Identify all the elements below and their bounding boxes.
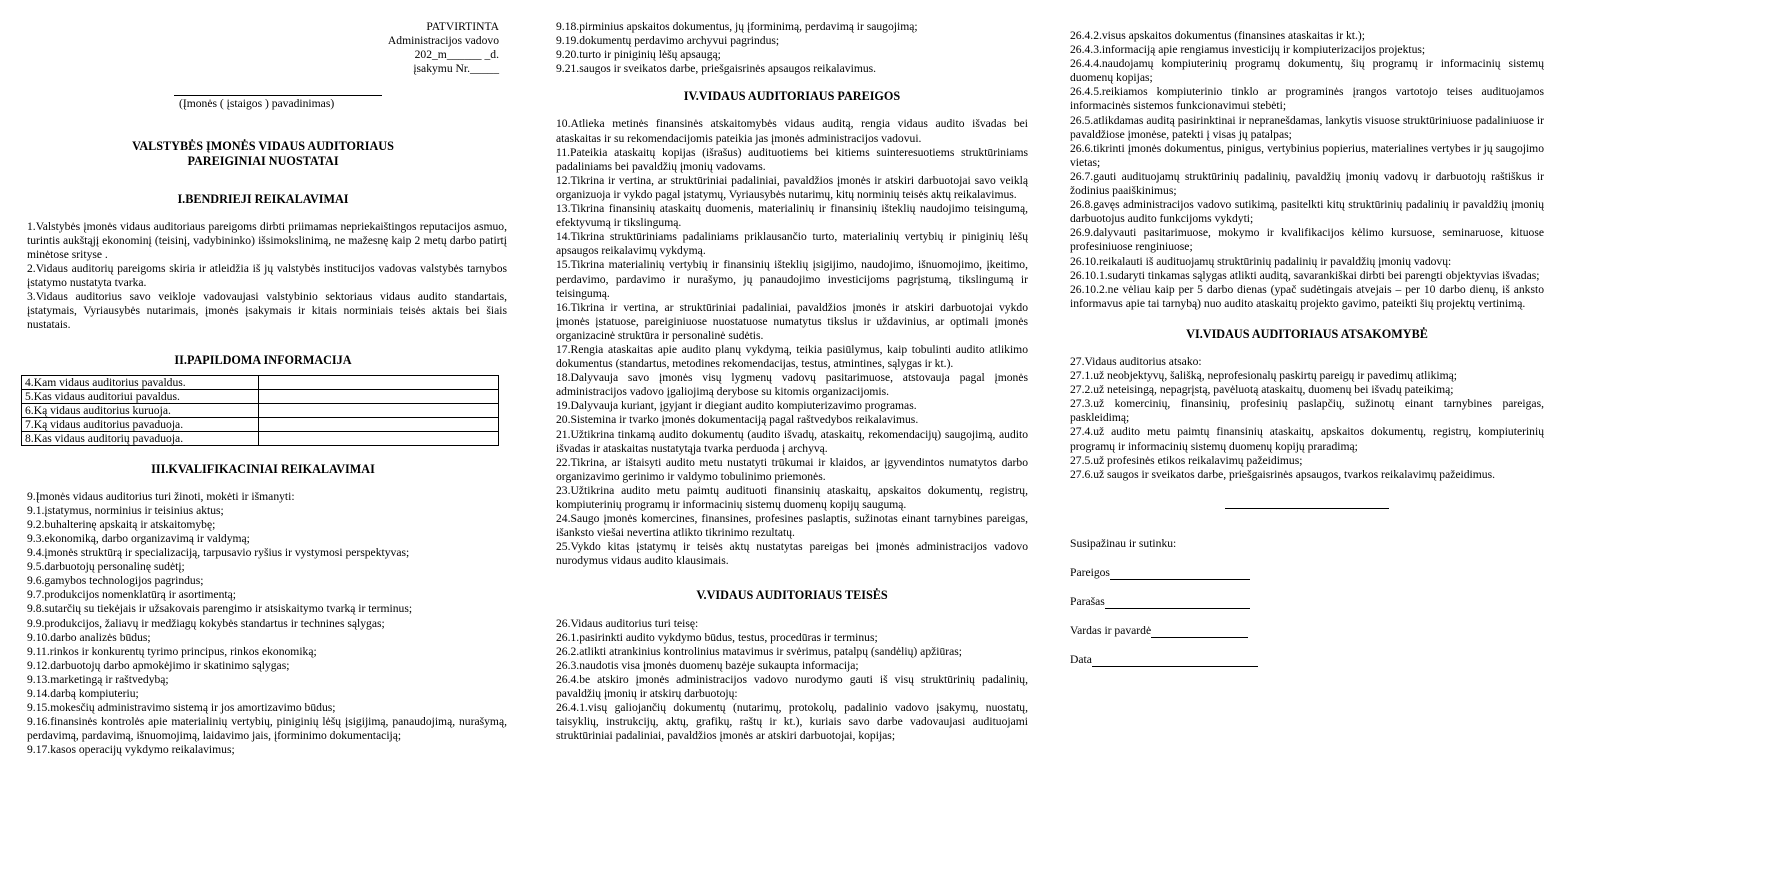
- paragraph: 26.10.reikalauti iš audituojamų struktūrinių padalinių ir pavaldžių įmonių vadovų:: [1070, 254, 1452, 268]
- list-item: 9.9.produkcijos, žaliavų ir medžiagų kokybės standartus ir technines sąlygas;: [27, 616, 385, 630]
- section-4-heading: IV.VIDAUS AUDITORIAUS PAREIGOS: [683, 89, 901, 104]
- name-row: [1070, 624, 1544, 638]
- signature-row: [1070, 595, 1544, 609]
- paragraph: 10.Atlieka metinės finansinės atskaitomybės vidaus auditą, rengia vidaus audito išvadas bei ataskaitas ir su rekomendacijomis pateikia jas įmonės administracijos vadovui.: [556, 117, 1028, 145]
- paragraph: 18.Dalyvauja savo įmonės visų lygmenų vadovų pasitarimuose, atstovauja pagal įmonės administracijos vadovo įgaliojimą derybose su kitomis organizacijomis.: [556, 371, 1028, 399]
- paragraph: 20.Sistemina ir tvarko įmonės dokumentaciją pagal raštvedybos reikalavimus.: [556, 413, 919, 427]
- info-table: [21, 375, 499, 446]
- list-item: 9.10.darbo analizės būdus;: [27, 630, 151, 644]
- paragraph: 22.Tikrina, ar ištaisyti audito metu nustatyti trūkumai ir klaidos, ar įgyvendintos numatytos darbo organizavimo gerinimo ir valdymo tobulinimo priemonės.: [556, 455, 1028, 483]
- paragraph: 26.Vidaus auditorius turi teisę:: [556, 616, 699, 630]
- list-item: 9.2.buhalterinę apskaitą ir atskaitomybę;: [27, 517, 216, 531]
- paragraph: 23.Užtikrina audito metu paimtų audituoti finansinių ataskaitų, apskaitos dokumentų, registrų, kompiuterinių programų ir informacinių sistemų duomenų kopijų saugumą.: [556, 483, 1028, 511]
- list-item: 9.17.kasos operacijų vykdymo reikalavimus;: [27, 743, 235, 757]
- section-1-body: [27, 220, 507, 333]
- paragraph: 15.Tikrina materialinių vertybių ir finansinių išteklių įsigijimo, naudojimo, išnuomojimo, įkeitimo, perdavimo, pardavimo ir nurašymo, jų panaudojimo investicijoms pagrįstumą, tikslingumą ir teisingumą.: [556, 258, 1028, 300]
- approval-line-3: įsakymu Nr._____: [413, 62, 499, 76]
- column-1: [27, 0, 507, 757]
- section-4-body: [556, 117, 1028, 568]
- approval-block: [27, 20, 499, 76]
- paragraph: 27.1.už neobjektyvų, šališką, neprofesionalų paskirtų pareigų ir pavedimų atlikimą;: [1070, 369, 1458, 383]
- paragraph: 27.6.už saugos ir sveikatos darbe, priešgaisrinės apsaugos, tvarkos reikalavimų pažeidimus.: [1070, 467, 1496, 481]
- list-item: 9.20.turto ir piniginių lėšų apsaugą;: [556, 48, 721, 62]
- table-cell-empty[interactable]: [259, 431, 499, 445]
- approval-line-1: Administracijos vadovo: [387, 34, 499, 48]
- column-3: [1070, 29, 1544, 667]
- paragraph: 26.9.dalyvauti pasitarimuose, mokymo ir kvalifikacijos kėlimo kursuose, seminaruose, kituose profesiniuose renginiuose;: [1070, 226, 1544, 254]
- section-5-body-part-2: [1070, 29, 1544, 311]
- paragraph: 17.Rengia ataskaitas apie audito planų vykdymą, teikia pasiūlymus, kaip tobulinti audito atlikimo dokumentus (standartus, metodines rekomendacijas, testus, atmintines, sąlygas ir kt.).: [556, 342, 1028, 371]
- position-field[interactable]: [1110, 567, 1250, 580]
- paragraph: 14.Tikrina struktūriniams padaliniams priklausančio turto, materialinių vertybių ir piniginių lėšų apsaugos reikalavimų vykdymą.: [556, 230, 1028, 258]
- paragraph: 26.4.be atskiro įmonės administracijos vadovo nurodymo gauti iš visų struktūrinių padalinių, pavaldžių įmonių ir atskirų darbuotojų:: [556, 672, 1028, 701]
- table-cell-empty[interactable]: [259, 375, 499, 389]
- table-row: [22, 417, 499, 431]
- paragraph: 27.5.už profesinės etikos reikalavimų pažeidimus;: [1070, 453, 1303, 467]
- paragraph: 11.Pateikia ataskaitų kopijas (išrašus) audituotiems bei kitiems suinteresuotiems struktūriniams padaliniams bei pavaldžių įmonių vadovams.: [556, 145, 1028, 173]
- list-item: 9.21.saugos ir sveikatos darbe, priešgaisrinės apsaugos reikalavimus.: [556, 62, 877, 76]
- paragraph: 26.1.pasirinkti audito vykdymo būdus, testus, procedūras ir terminus;: [556, 630, 878, 644]
- signature-label: Parašas: [1070, 595, 1105, 608]
- section-5-body-part-1: [556, 617, 1028, 744]
- section-6-body: [1070, 355, 1544, 482]
- list-item: 9.3.ekonomiką, darbo organizavimą ir valdymą;: [27, 531, 250, 545]
- table-row: [22, 375, 499, 389]
- document-title-line-2: PAREIGINIAI NUOSTATAI: [187, 153, 339, 168]
- table-cell: 6.Ką vidaus auditorius kuruoja.: [22, 403, 259, 417]
- paragraph: 26.10.2.ne vėliau kaip per 5 darbo dienas (ypač sudėtingais atvejais – per 10 darbo dienų, iš anksto informavus apie tai tarnybą) nuo audito ataskaitų projekto gavimo, pateikti šių projektų vertinimą.: [1070, 282, 1544, 310]
- position-row: [1070, 566, 1544, 580]
- paragraph: 26.4.2.visus apskaitos dokumentus (finansines ataskaitas ir kt.);: [1070, 29, 1365, 42]
- section-2-heading: II.PAPILDOMA INFORMACIJA: [174, 352, 352, 367]
- approval-line-2: 202_m______ _d.: [414, 48, 499, 62]
- list-item: 9.6.gamybos technologijos pagrindus;: [27, 574, 204, 588]
- list-item: 9.4.įmonės struktūrą ir specializaciją, tarpusavio ryšius ir vystymosi perspektyvas;: [27, 546, 410, 560]
- document-title-line-1: VALSTYBĖS ĮMONĖS VIDAUS AUDITORIAUS: [132, 139, 394, 154]
- paragraph: 3.Vidaus auditorius savo veikloje vadovaujasi valstybinio sektoriaus vidaus audito standartais, įstatymais, Vyriausybės nutarimais, įmonės įsakymais ir kitais norminiais teisės aktais bei šiais nustatais.: [27, 290, 507, 332]
- table-row: [22, 389, 499, 403]
- paragraph: 27.3.už komercinių, finansinių, profesinių paslapčių, sužinotų einant tarnybines pareigas, paskleidimą;: [1070, 397, 1544, 425]
- paragraph: 26.4.5.reikiamos kompiuterinio tinklo ar programinės įrangos vartotojo teises audituojamos informacinės sistemos funkcionavimui stebėti;: [1070, 85, 1544, 113]
- paragraph: 19.Dalyvauja kuriant, įgyjant ir diegiant audito kompiuterizavimo programas.: [556, 399, 917, 413]
- paragraph: 26.2.atlikti atrankinius kontrolinius matavimus ir svėrimus, patalpų (sandėlių) apžiūras;: [556, 644, 963, 658]
- table-cell: 8.Kas vidaus auditorių pavaduoja.: [22, 431, 259, 445]
- paragraph: 16.Tikrina ir vertina, ar struktūriniai padaliniai, pavaldžios įmonės ir atskiri darbuotojai vykdo įmonės įstatuose, pareiginiuose nuostatuose numatytus tikslus ir uždavinius, ar optimali įmonės organizacinė struktūra ir personalinė sudėtis.: [556, 300, 1028, 342]
- table-cell: 5.Kas vidaus auditoriui pavaldus.: [22, 389, 259, 403]
- list-item: 9.18.pirminius apskaitos dokumentus, jų įforminimą, perdavimą ir saugojimą;: [556, 20, 918, 33]
- paragraph: 26.4.1.visų galiojančių dokumentų (nutarimų, protokolų, padalinio vadovo įsakymų, nuostatų, taisyklių, instrukcijų, aktų, grafikų, raštų ir kt.), kuriais savo darbe vadovaujasi audituojami struktūriniai padaliniai, pavaldžios įmonės ar atskiri darbuotojai, kopijas;: [556, 701, 1028, 743]
- name-field[interactable]: [1151, 625, 1248, 638]
- paragraph: 26.4.3.informaciją apie rengiamus investicijų ir kompiuterizacijos projektus;: [1070, 43, 1426, 57]
- section-3-body: [27, 490, 507, 758]
- list-item: 9.8.sutarčių su tiekėjais ir užsakovais parengimo ir atsiskaitymo tvarką ir terminus;: [27, 602, 413, 616]
- paragraph: 9.Įmonės vidaus auditorius turi žinoti, mokėti ir išmanyti:: [27, 489, 295, 503]
- signature-block: [1070, 537, 1544, 667]
- paragraph: 1.Valstybės įmonės vidaus auditoriaus pareigoms dirbti priimamas nepriekaištingos reputacijos asmuo, turintis aukštąjį ekonominį (teisinį, vadybininko) išsimokslinimą, ne mažesnę kaip 2 metų darbo patirtį minėtose srityse .: [27, 219, 507, 261]
- paragraph: 24.Saugo įmonės komercines, finansines, profesines paslaptis, sužinotas einant tarnybines pareigas, išankstо viešai nevertina atlikto tikrinimo rezultatų.: [556, 512, 1028, 540]
- paragraph: 26.3.naudotis visa įmonės duomenų bazėje sukaupta informacija;: [556, 658, 859, 672]
- date-field[interactable]: [1092, 654, 1258, 667]
- list-item: 9.13.marketingą ir raštvedybą;: [27, 672, 169, 686]
- table-cell-empty[interactable]: [259, 417, 499, 431]
- paragraph: 27.4.už audito metu paimtų finansinių ataskaitų, apskaitos dokumentų, registrų, kompiuterinių programų ir informacinių sistemų duomenų kopijų praradimą;: [1070, 425, 1544, 453]
- table-row: [22, 403, 499, 417]
- section-6-heading: VI.VIDAUS AUDITORIAUS ATSAKOMYBĖ: [1186, 326, 1428, 341]
- list-item: 9.5.darbuotojų personalinę sudėtį;: [27, 560, 185, 574]
- table-cell-empty[interactable]: [259, 403, 499, 417]
- paragraph: 26.5.atlikdamas auditą pasirinktinai ir nepranešdamas, lankytis visuose struktūriniuose padaliniuose ir pavaldžiose įmonėse, patekti į visas jų patalpas;: [1070, 113, 1544, 141]
- table-cell: 7.Ką vidaus auditorius pavaduoja.: [22, 417, 259, 431]
- list-item: 9.19.dokumentų perdavimo archyvui pagrindus;: [556, 34, 780, 48]
- end-divider-line: [1225, 508, 1389, 509]
- paragraph: 27.Vidaus auditorius atsako:: [1070, 354, 1202, 368]
- paragraph: 13.Tikrina finansinių ataskaitų duomenis, materialinių ir finansinių išteklių naudojimo teisingumą, efektyvumą ir tikslingumą.: [556, 202, 1028, 230]
- list-item: 9.15.mokesčių administravimo sistemą ir jos amortizavimo būdus;: [27, 701, 336, 715]
- paragraph: 27.2.už neteisingą, nepagrįstą, pavėluotą ataskaitų, duomenų bei išvadų pateikimą;: [1070, 383, 1454, 397]
- acknowledge-text: Susipažinau ir sutinku:: [1070, 536, 1177, 550]
- paragraph: 26.4.4.naudojamų kompiuterinių programų dokumentų, šių programų ir informacinių sistemų duomenų kopijas;: [1070, 57, 1544, 85]
- list-item: 9.16.finansinės kontrolės apie materialinių vertybių, piniginių lėšų įsigijimą, panaudojimą, nurašymą, perdavimą, pardavimą, išnuomojimą, laidavimo jais, įforminimo dokumentaciją;: [27, 715, 507, 743]
- paragraph: 25.Vykdo kitas įstatymų ir teisės aktų nustatytas pareigas bei įmonės administracijos vadovo nurodymus vidaus audito klausimais.: [556, 540, 1028, 568]
- column-2: [556, 20, 1028, 743]
- list-item: 9.1.įstatymus, norminius ir teisinius aktus;: [27, 503, 224, 517]
- paragraph: 21.Užtikrina tinkamą audito dokumentų (audito išvadų, ataskaitų, rekomendacijų) saugojimą, audito išvadas ir ataskaitas nustatytąja tvarka perduoda į archyvą.: [556, 427, 1028, 455]
- paragraph: 26.7.gauti audituojamų struktūrinių padalinių, pavaldžių įmonių vadovų ir darbuotojų raštiškus ir žodinius paaiškinimus;: [1070, 169, 1544, 198]
- list-item: 9.12.darbuotojų darbo apmokėjimo ir skatinimo sąlygas;: [27, 658, 290, 672]
- signature-field[interactable]: [1105, 596, 1250, 609]
- approval-title: PATVIRTINTA: [426, 20, 499, 33]
- list-item: 9.11.rinkos ir konkurentų tyrimo principus, rinkos ekonomiką;: [27, 644, 317, 658]
- position-label: Pareigos: [1070, 565, 1110, 579]
- section-3-heading: III.KVALIFIKACINIAI REIKALAVIMAI: [151, 461, 375, 476]
- paragraph: 26.10.1.sudaryti tinkamas sąlygas atlikti auditą, savarankiškai dirbti bei parengti objektyvias išvadas;: [1070, 268, 1540, 282]
- date-label: Data: [1070, 653, 1092, 667]
- company-name-caption: (Įmonės ( įstaigos ) pavadinimas): [179, 97, 335, 111]
- paragraph: 26.8.gavęs administracijos vadovo sutikimą, pasitelkti kitų struktūrinių padalinių ir pavaldžių įmonių darbuotojus audito funkcijoms vykdyti;: [1070, 198, 1544, 226]
- date-row: [1070, 653, 1544, 667]
- table-row: [22, 431, 499, 445]
- paragraph: 2.Vidaus auditorių pareigoms skiria ir atleidžia iš jų valstybės institucijos vadovas valstybės tarnybos įstatymo nustatyta tvarka.: [27, 262, 507, 290]
- list-item: 9.7.produkcijos nomenklatūrą ir asortimentą;: [27, 588, 236, 602]
- name-label: Vardas ir pavardė: [1070, 624, 1152, 638]
- section-5-heading: V.VIDAUS AUDITORIAUS TEISĖS: [696, 588, 888, 603]
- table-cell: 4.Kam vidaus auditorius pavaldus.: [22, 375, 259, 389]
- section-1-heading: I.BENDRIEJI REIKALAVIMAI: [177, 191, 349, 206]
- paragraph: 26.6.tikrinti įmonės dokumentus, pinigus, vertybinius popierius, materialines vertybes ir jų saugojimo vietas;: [1070, 141, 1544, 169]
- list-item: 9.14.darbą kompiuteriu;: [27, 687, 139, 700]
- paragraph: 12.Tikrina ir vertina, ar struktūriniai padaliniai, pavaldžios įmonės ir atskiri darbuotojai savo veiklą organizuoja ir vykdo pagal įstatymų, Vyriausybės nutarimų, kitų norminių teisės aktų reikalavimus.: [556, 173, 1028, 201]
- company-name-line: [174, 95, 382, 96]
- table-cell-empty[interactable]: [259, 389, 499, 403]
